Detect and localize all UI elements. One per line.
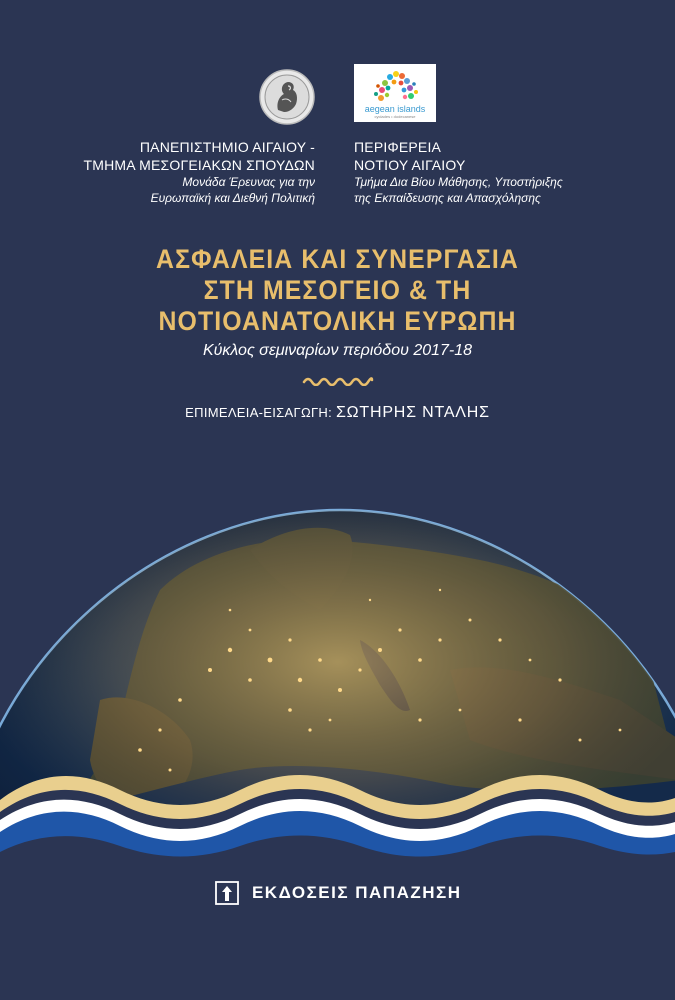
editor-line	[0, 404, 675, 422]
institution-left	[15, 138, 315, 206]
institution-left-sub1: Μονάδα Έρευνας για την	[182, 175, 315, 189]
university-seal-icon	[258, 68, 316, 126]
aegean-logo-subtext: cyclades • dodecanese	[374, 114, 416, 119]
decorative-waves	[0, 760, 675, 870]
publisher	[0, 880, 675, 906]
institution-right-line2: ΝΟΤΙΟΥ ΑΙΓΑΙΟΥ	[354, 157, 466, 173]
title-line2: ΣΤΗ ΜΕΣΟΓΕΙΟ & ΤΗ	[203, 275, 472, 305]
institution-right-line1: ΠΕΡΙΦΕΡΕΙΑ	[354, 139, 442, 155]
institution-right-sub2: της Εκπαίδευσης και Απασχόλησης	[354, 191, 541, 205]
institution-right	[354, 138, 654, 206]
editor-name: ΣΩΤΗΡΗΣ ΝΤΑΛΗΣ	[335, 404, 490, 421]
publisher-logo-icon	[214, 880, 240, 906]
aegean-islands-logo	[354, 64, 436, 122]
institution-left-sub2: Ευρωπαϊκή και Διεθνή Πολιτική	[150, 191, 315, 205]
institution-left-line1: ΠΑΝΕΠΙΣΤΗΜΙΟ ΑΙΓΑΙΟΥ -	[139, 139, 315, 155]
title-line3: ΝΟΤΙΟΑΝΑΤΟΛΙΚΗ ΕΥΡΩΠΗ	[158, 306, 517, 336]
book-subtitle: Κύκλος σεμιναρίων περιόδου 2017-18	[202, 342, 473, 359]
institution-left-line2: ΤΜΗΜΑ ΜΕΣΟΓΕΙΑΚΩΝ ΣΠΟΥΔΩΝ	[83, 157, 315, 173]
book-title	[27, 244, 648, 337]
publisher-name: ΕΚΔΟΣΕΙΣ ΠΑΠΑΖΗΣΗ	[251, 883, 462, 902]
title-line1: ΑΣΦΑΛΕΙΑ ΚΑΙ ΣΥΝΕΡΓΑΣΙΑ	[156, 244, 519, 274]
editor-label: ΕΠΙΜΕΛΕΙΑ-ΕΙΣΑΓΩΓΗ:	[185, 405, 333, 420]
wave-ornament-icon	[302, 374, 374, 386]
institution-right-sub1: Τμήμα Δια Βίου Μάθησης, Υποστήριξης	[354, 175, 563, 189]
aegean-dots-icon	[354, 64, 436, 104]
aegean-logo-text: aegean islands	[364, 104, 426, 114]
